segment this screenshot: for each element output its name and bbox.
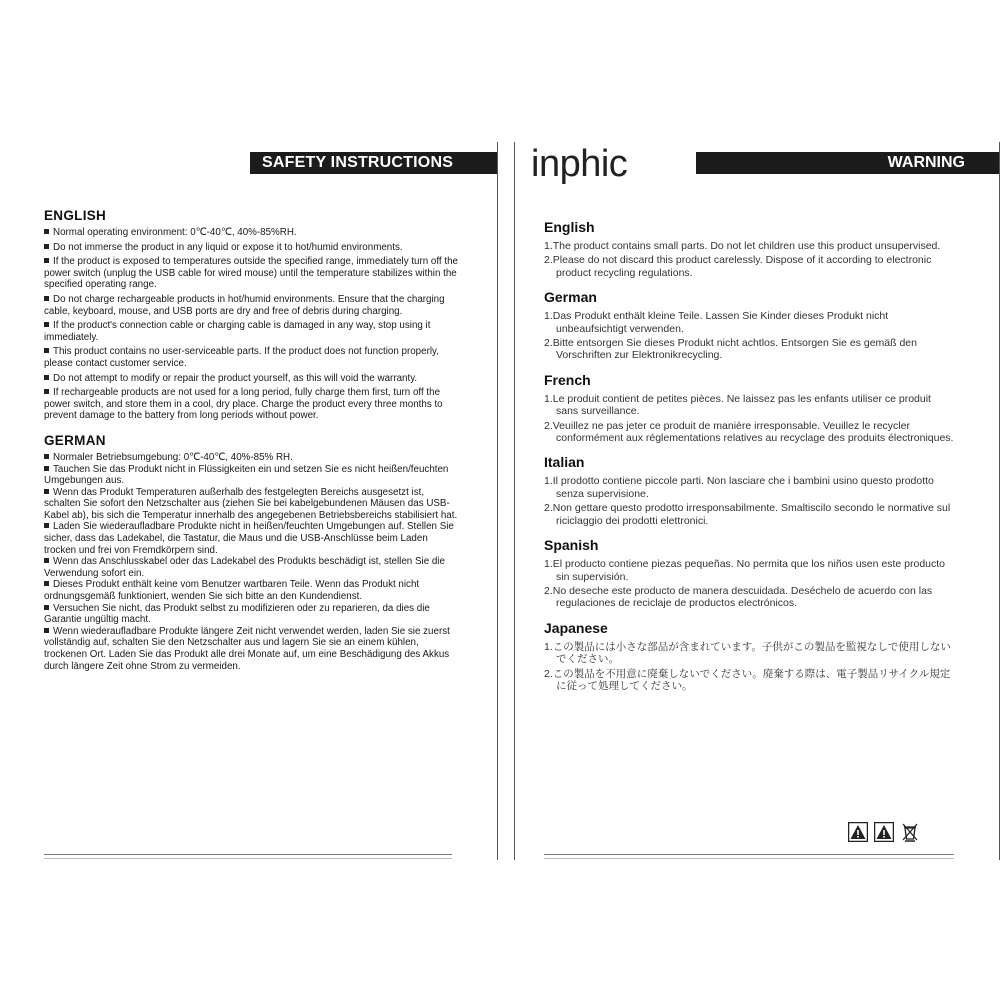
list-item: 1.The product contains small parts. Do not let children use this product unsupervised. [544,240,941,252]
italian-warning-section [544,454,954,527]
bullet-icon [44,605,49,610]
compliance-icons [848,822,920,842]
list-item: If the product's connection cable or charging cable is damaged in any way, stop using it immediately. [44,320,431,343]
bullet-icon [44,229,49,234]
bullet-icon [44,523,49,528]
japanese-warning-section [544,620,954,693]
list-item: Do not immerse the product in any liquid or expose it to hot/humid environments. [44,242,460,254]
safety-instructions-banner: SAFETY INSTRUCTIONS [250,152,497,174]
list-item: Laden Sie wiederaufladbare Produkte nicht in heißen/feuchten Umgebungen auf. Stellen Sie sicher, dass das Ladekabel, die Tastatur, die Maus und die USB-Anschlüsse beim Laden trocken und frei von Fremdkörpern sind. [44,521,454,556]
section-title: French [544,371,591,388]
warning-triangle-icon [874,822,894,842]
list-item: 1.Il prodotto contiene piccole parti. Non lasciare che i bambini usino questo prodotto senza supervisione. [544,475,934,500]
bullet-icon [44,389,49,394]
french-warning-section [544,372,954,445]
list-item: Normaler Betriebsumgebung: 0℃-40℃, 40%-85% RH. [44,452,460,464]
bullet-icon [44,375,49,380]
list-item: If the product is exposed to temperatures outside the specified range, immediately turn off the power switch (unplug the USB cable for wired mouse) until the temperature stabilizes within the specified operating range. [44,256,458,291]
bullet-icon [44,322,49,327]
inphic-logo: inphic [531,143,628,185]
warning-triangle-icon [848,822,868,842]
warning-content [544,219,954,702]
bottom-rule [44,854,452,855]
bullet-icon [44,244,49,249]
spanish-warning-section [544,537,954,610]
list-item: Wenn wiederaufladbare Produkte längere Zeit nicht verwendet werden, laden Sie sie zuerst vollständig auf, schalten Sie den Netzschalter aus und lagern Sie sie an einem kühlen, trockenen Ort. Laden Sie das Produkt alle drei Monate auf, um eine Beschädigung des Akkus durch längere Zeit ohne Strom zu vermeiden. [44,625,450,672]
bullet-icon [44,258,49,263]
warning-banner: WARNING [696,152,999,174]
bullet-icon [44,581,49,586]
bullet-icon [44,348,49,353]
bottom-rule-secondary [544,858,954,859]
list-item: 2.Non gettare questo prodotto irresponsabilmente. Smaltiscilo secondo le normative sul riciclaggio dei prodotti elettronici. [544,502,951,527]
weee-bin-icon [900,822,920,842]
list-item: 1.El producto contiene piezas pequeñas. No permita que los niños usen este producto sin supervisión. [544,558,946,583]
bullet-icon [44,296,49,301]
list-item: Versuchen Sie nicht, das Produkt selbst zu modifizieren oder zu reparieren, da dies die Garantie ungültig macht. [44,602,430,626]
list-item: 1.Le produit contient de petites pièces. Ne laissez pas les enfants utiliser ce produit sans surveillance. [544,392,931,418]
bottom-rule-secondary [44,858,452,859]
list-item: Do not charge rechargeable products in hot/humid environments. Ensure that the charging cable, keyboard, mouse, and USB ports are dry and free of debris during charging. [44,293,445,317]
english-warning-section [544,219,954,279]
list-item: Do not attempt to modify or repair the product yourself, as this will void the warranty. [44,373,460,385]
list-item: If rechargeable products are not used for a long period, fully charge them first, turn off the power switch, and store them in a cool, dry place. Charge the product every three months to prevent damage to the battery from long periods without power. [44,387,443,422]
list-item: Wenn das Produkt Temperaturen außerhalb des festgelegten Bereichs ausgesetzt ist, schalten Sie sofort den Netzschalter aus (ziehen Sie bei kabelgebundenen Mäusen das USB-Kabel ab), bis sich die Temperatur innerhalb des angegebenen Betriebsbereichs stabilisiert hat. [44,486,458,521]
bullet-icon [44,558,49,563]
list-item: 2.Veuillez ne pas jeter ce produit de manière irresponsable. Veuillez le recycler conformément aux réglementations relatives au recyclage des produits électroniques. [544,419,954,445]
section-title: German [544,289,597,306]
section-title: Italian [544,454,585,471]
list-item: 1.この製品には小さな部品が含まれています。子供がこの製品を監視なしで使用しないでください。 [544,640,951,666]
list-item: 2.Please do not discard this product carelessly. Dispose of it according to electronic product recycling regulations. [544,254,932,279]
list-item: Wenn das Anschlusskabel oder das Ladekabel des Produkts beschädigt ist, stellen Sie die Verwendung sofort ein. [44,556,445,579]
list-item: 2.No deseche este producto de manera descuidada. Deséchelo de acuerdo con las regulaciones de reciclaje de productos electrónicos. [544,584,933,610]
bullet-icon [44,628,49,633]
bullet-icon [44,489,49,494]
german-section-title: GERMAN [44,432,106,448]
list-item: 2.Bitte entsorgen Sie dieses Produkt nicht achtlos. Entsorgen Sie es gemäß den Vorschriften zur Elektronikrecycling. [544,337,917,362]
list-item: Dieses Produkt enthält keine vom Benutzer wartbaren Teile. Wenn das Produkt nicht ordnungsgemäß funktioniert, wenden Sie sich bitte an den Kundendienst. [44,579,420,603]
english-list [44,227,460,422]
safety-content [44,208,460,672]
section-title: Spanish [544,537,599,554]
german-list [44,452,460,672]
bullet-icon [44,454,49,459]
section-title: English [544,219,595,235]
list-item: This product contains no user-serviceable parts. If the product does not function properly, please contact customer service. [44,346,439,369]
warning-page [514,142,1000,860]
german-warning-section [544,289,954,362]
bullet-icon [44,466,49,471]
section-title: Japanese [544,619,608,636]
list-item: Normal operating environment: 0℃-40℃, 40%-85%RH. [44,227,460,239]
list-item: 1.Das Produkt enthält kleine Teile. Lassen Sie Kinder dieses Produkt nicht unbeaufsichtigt verwenden. [544,310,889,335]
bottom-rule [544,854,954,855]
safety-instructions-page [0,142,498,860]
list-item: Tauchen Sie das Produkt nicht in Flüssigkeiten ein und setzen Sie es nicht heißen/feuchten Umgebungen aus. [44,463,449,487]
english-section-title: ENGLISH [44,208,107,223]
list-item: 2.この製品を不用意に廃棄しないでください。廃棄する際は、電子製品リサイクル規定に従って処理してください。 [544,667,951,692]
